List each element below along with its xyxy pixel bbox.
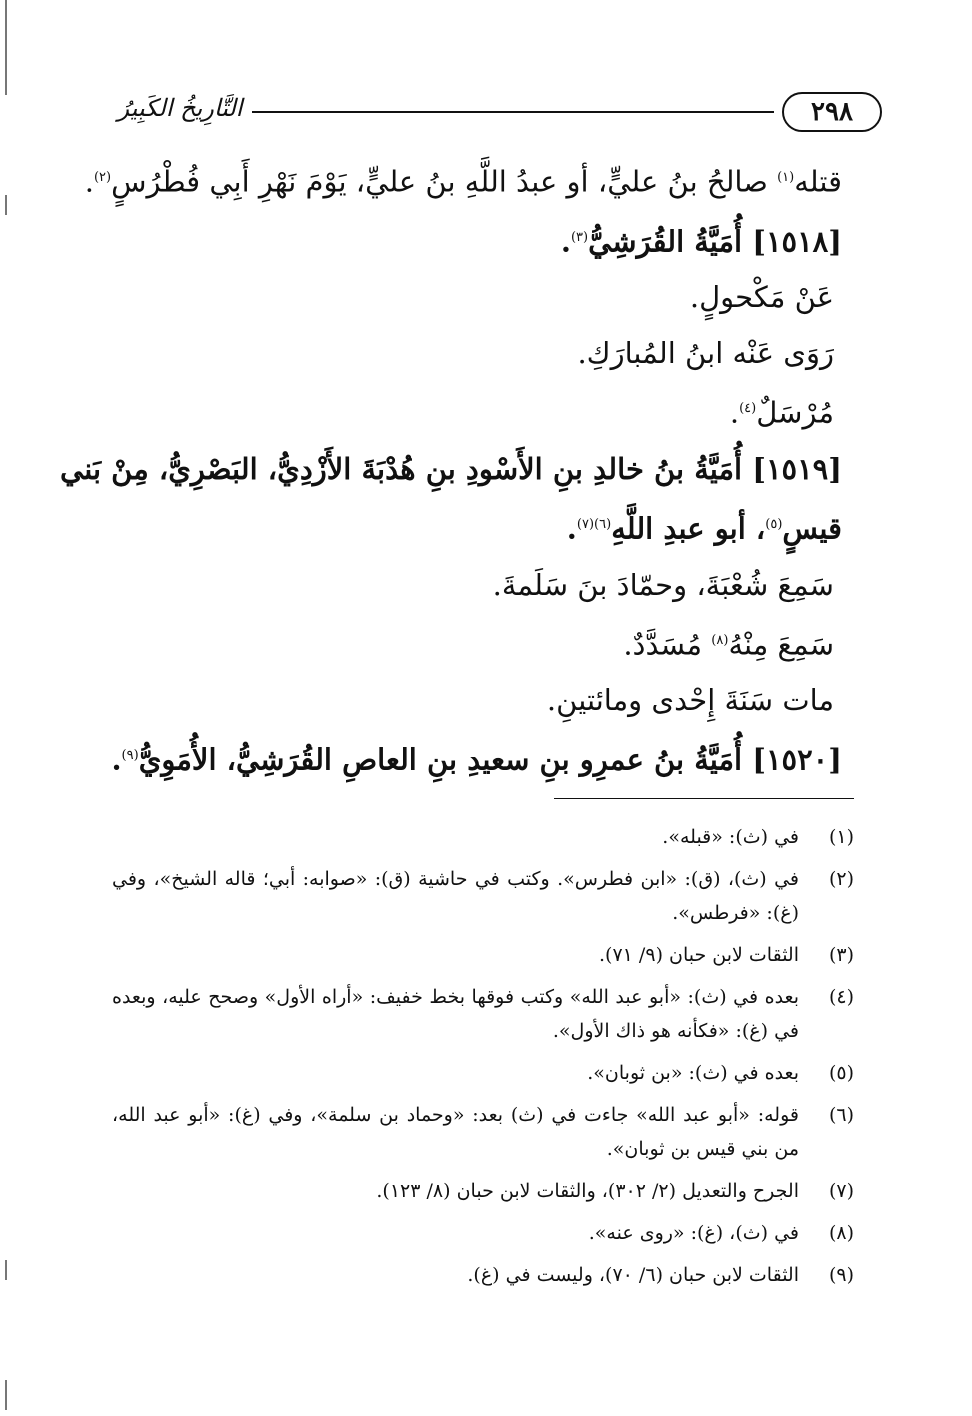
footnote-number: (٩) [828,1264,854,1286]
scan-edge-mark [5,195,7,215]
footnote-number: (٨) [828,1222,854,1244]
book-title: التَّارِيخُ الكَبِيرُ [117,94,243,122]
footnote-text: الجرح والتعديل (٢/ ٣٠٢)، والثقات لابن حبان (٨/ ١٢٣). [376,1180,799,1202]
footnote [112,1056,854,1090]
footnote [112,820,854,854]
footnote-text: بعده في (ث): «أبو عبد الله» وكتب فوقها بخط خفيف: «أراه الأول» وصحح عليه، وبعده في (غ): «فكأنه هو ذاك الأول». [112,986,799,1042]
header-rule [252,111,774,113]
entry-number: [١٥١٩] [752,451,842,486]
text-line: سَمِعَ شُعْبَةَ، وحمّادَ بنَ سَلَمةَ. [492,567,834,602]
footnote [112,938,854,972]
footnote-ref: (٥) [765,516,783,532]
footnote [112,1098,854,1166]
footnote-number: (٧) [828,1180,854,1202]
entry-number: [١٥١٨] [752,224,842,259]
footnote-separator [554,798,854,799]
footnote-number: (٣) [828,944,854,966]
footnote-number: (٦) [828,1104,854,1126]
scan-edge-mark [5,0,7,95]
footnote-text: الثقات لابن حبان (٦/ ٧٠)، وليست في (غ). [467,1264,799,1286]
footnote-text: في (ث): «قبله». [662,826,799,848]
footnote-number: (٥) [828,1062,854,1084]
footnote-number: (١) [828,826,854,848]
text-line: مُرْسَلٌ$^{(٤)}$. [729,395,834,430]
footnote-number: (٤) [828,986,854,1008]
entry-name: أُمَيَّةُ القُرَشِيُّ [588,224,753,259]
footnote-ref: (٨) [711,632,729,648]
page-header [112,92,882,136]
footnotes [112,820,854,1300]
entry-heading-continued: قيسٍ$^{(٥)}$، أبو عبدِ اللَّهِ$^{(٦)(٧)}$. [566,511,842,546]
entry-name: أُمَيَّةُ بنُ خالدِ بنِ الأَسْودِ بنِ هُدْبَةَ الأَزْدِيُّ، البَصْرِيُّ، مِنْ بَني [60,451,753,486]
footnote [112,1258,854,1292]
footnote-text: بعده في (ث): «بن ثوبان». [587,1062,799,1084]
entry-heading-1519 [60,441,842,497]
footnote-text: في (ث)، (ق): «ابن فطرس». وكتب في حاشية (ق): «صوابه: أبي؛ قاله الشيخ»، وفي (غ): «فرطس». [112,868,799,924]
text-line: سَمِعَ مِنْهُ$^{(٨)}$ مُسَدَّدٌ. [623,627,834,662]
text-line: رَوَى عَنْه ابنُ المُبارَكِ. [577,336,834,371]
footnote-text: قوله: «أبو عبد الله» جاءت في (ث) بعد: «وحماد بن سلمة»، وفي (غ): «أبو عبد الله، من بني قيس بن ثوبان». [112,1104,799,1160]
footnote [112,1174,854,1208]
scan-edge-mark [5,1380,7,1410]
text-line: عَنْ مَكْحولٍ. [689,280,834,315]
scan-edge-mark [5,1260,7,1280]
page-number: ٢٩٨ [782,92,882,132]
footnote [112,980,854,1048]
footnote-ref: (٦)(٧) [576,516,612,532]
footnote-text: الثقات لابن حبان (٩/ ٧١). [599,944,799,966]
footnote-ref: (٢) [93,170,112,185]
entry-heading-1518: [١٥١٨] أُمَيَّةُ القُرَشِيُّ$^{(٣)}$. [560,224,842,259]
entry-heading-1520: [١٥٢٠] أُمَيَّةُ بنُ عمرِو بنِ سعيدِ بنِ العاصِ القُرَشِيُّ، الأُمَوِيُّ$^{(٩)}$. [111,742,842,777]
footnote [112,1216,854,1250]
footnote-ref: (١) [777,170,795,185]
footnote-number: (٢) [828,868,854,890]
text-line: قتله$^{(١)}$ صالحُ بنُ عليٍّ، أو عبدُ اللَّهِ بنُ عليٍّ، يَوْمَ نَهْرِ أَبِي فُطْرُسٍ$^{(٢)}$. [84,164,842,199]
footnote-ref: (٩) [121,748,139,764]
text-line: مات سَنَةَ إِحْدى ومائتينِ. [546,683,834,718]
main-text [60,150,842,788]
entry-number: [١٥٢٠] [752,742,842,777]
footnote-ref: (٤) [739,401,757,417]
footnote [112,862,854,930]
entry-name: أُمَيَّةُ بنُ عمرِو بنِ سعيدِ بنِ العاصِ القُرَشِيُّ، الأُمَوِيُّ [138,742,753,777]
footnote-text: في (ث)، (غ): «روى عنه». [588,1222,799,1244]
footnote-ref: (٣) [570,229,589,245]
